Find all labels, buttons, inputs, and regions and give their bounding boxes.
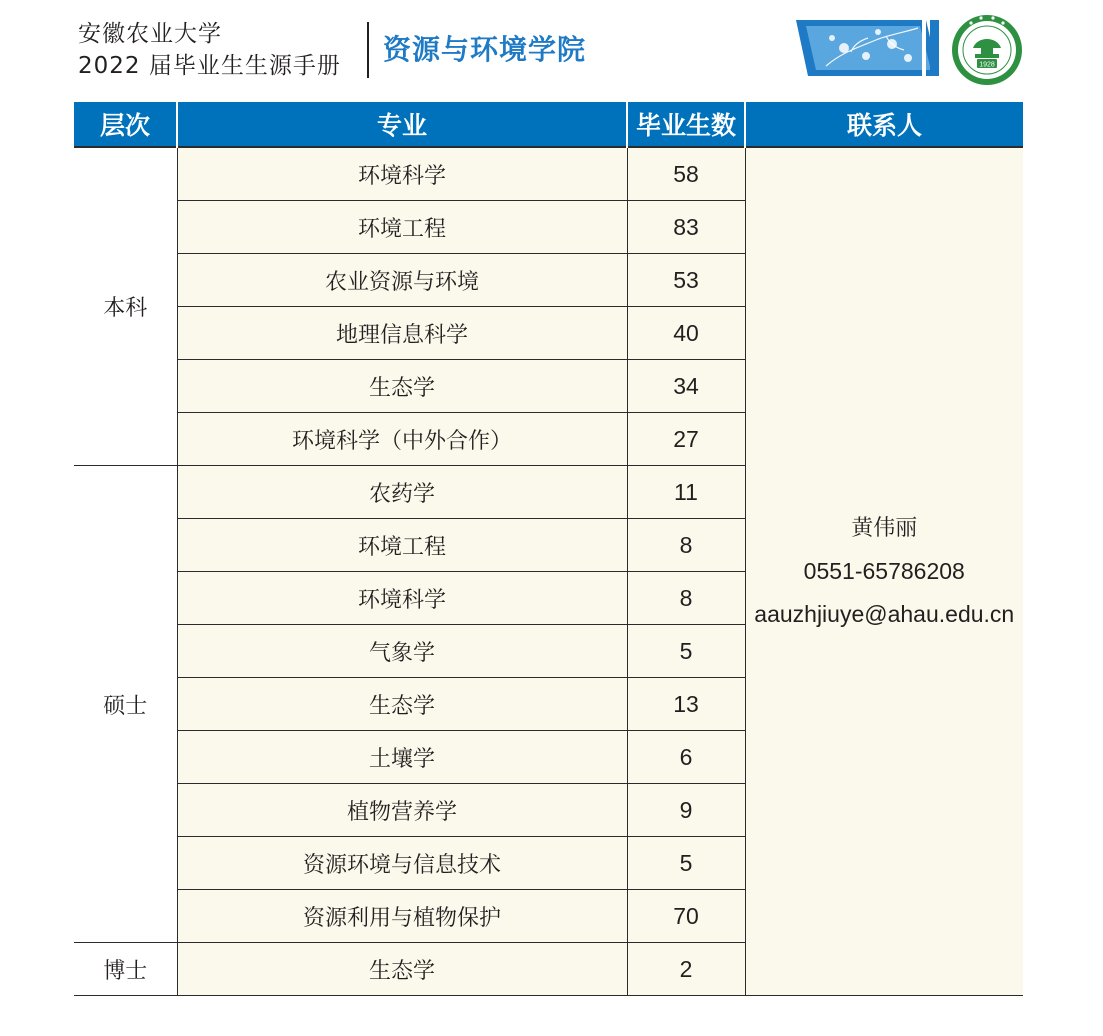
major-cell: 农业资源与环境 <box>177 254 627 307</box>
count-cell: 83 <box>627 201 745 254</box>
count-cell: 13 <box>627 678 745 731</box>
count-cell: 9 <box>627 784 745 837</box>
count-cell: 58 <box>627 147 745 201</box>
level-cell-master: 硕士 <box>74 466 177 943</box>
count-cell: 11 <box>627 466 745 519</box>
major-cell: 生态学 <box>177 943 627 996</box>
contact-name: 黄伟丽 <box>851 516 918 541</box>
major-cell: 资源环境与信息技术 <box>177 837 627 890</box>
flower-banner-icon <box>796 18 939 78</box>
count-cell: 70 <box>627 890 745 943</box>
table-header-row <box>74 102 1023 147</box>
major-cell: 气象学 <box>177 625 627 678</box>
count-cell: 8 <box>627 519 745 572</box>
contact-cell <box>745 147 1023 996</box>
major-cell: 生态学 <box>177 360 627 413</box>
count-cell: 5 <box>627 837 745 890</box>
count-cell: 40 <box>627 307 745 360</box>
handbook-title: 2022 届毕业生生源手册 <box>78 53 341 79</box>
level-cell-doctor: 博士 <box>74 943 177 996</box>
header-contact: 联系人 <box>745 102 1023 147</box>
header-level: 层次 <box>74 102 177 147</box>
major-cell: 地理信息科学 <box>177 307 627 360</box>
level-cell-undergrad: 本科 <box>74 147 177 466</box>
count-cell: 34 <box>627 360 745 413</box>
page-header <box>0 0 1103 100</box>
header-count: 毕业生数 <box>627 102 745 147</box>
major-cell: 环境科学 <box>177 147 627 201</box>
graduate-table <box>74 102 1023 996</box>
major-cell: 资源利用与植物保护 <box>177 890 627 943</box>
count-cell: 27 <box>627 413 745 466</box>
header-divider <box>367 22 369 78</box>
major-cell: 环境科学（中外合作） <box>177 413 627 466</box>
count-cell: 8 <box>627 572 745 625</box>
major-cell: 农药学 <box>177 466 627 519</box>
major-cell: 植物营养学 <box>177 784 627 837</box>
seal-year: 1928 <box>979 61 995 69</box>
count-cell: 6 <box>627 731 745 784</box>
major-cell: 环境工程 <box>177 201 627 254</box>
contact-phone: 0551-65786208 <box>803 558 965 584</box>
count-cell: 53 <box>627 254 745 307</box>
count-cell: 5 <box>627 625 745 678</box>
college-name: 资源与环境学院 <box>383 33 587 66</box>
major-cell: 环境工程 <box>177 519 627 572</box>
header-major: 专业 <box>177 102 627 147</box>
university-seal-icon <box>951 14 1023 86</box>
major-cell: 环境科学 <box>177 572 627 625</box>
count-cell: 2 <box>627 943 745 996</box>
major-cell: 生态学 <box>177 678 627 731</box>
table-row <box>74 147 1023 201</box>
major-cell: 土壤学 <box>177 731 627 784</box>
contact-email: aauzhjiuye@ahau.edu.cn <box>754 601 1015 627</box>
university-name: 安徽农业大学 <box>78 21 222 47</box>
